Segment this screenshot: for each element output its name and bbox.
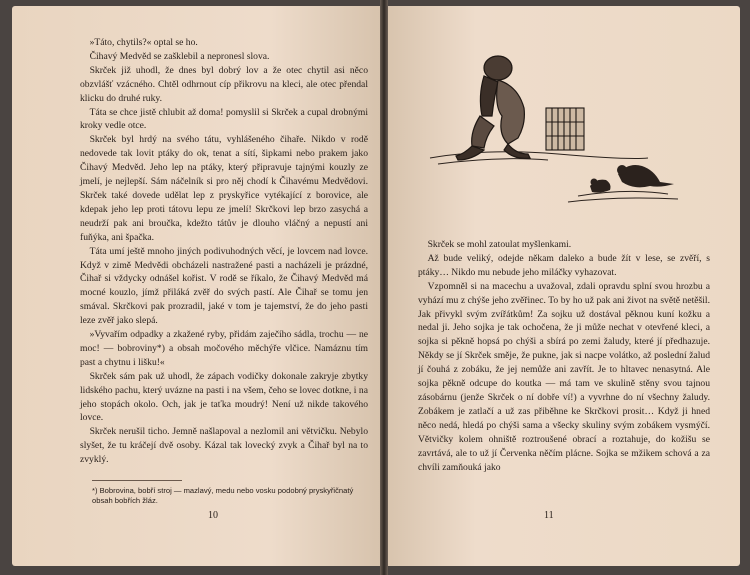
left-body-text [80, 36, 368, 467]
footnote-rule [92, 480, 182, 481]
paragraph: Skrček sám pak už uhodl, že zápach vodičky dokonale zakryje zbytky lidského pachu, který uvázne na pasti i na všem, čeho se lovec dotkne, i na jeho stopách okolo. Och, jak je taťka moudrý! Není už nikde takového lovce. [80, 370, 368, 424]
book-binding [380, 0, 388, 575]
paragraph: »Vyvařím odpadky a zkažené ryby, přidám zaječího sádla, trochu — ne moc! — bobroviny*) a obsah močového měchýře vlčice. Namáznu tím past a chytnu i lišku!« [80, 329, 368, 368]
paragraph: Čihavý Medvěd se zašklebil a nepronesl slova. [89, 50, 270, 62]
left-page [12, 6, 380, 566]
paragraph: »Táto, chytils?« optal se ho. [89, 37, 198, 48]
paragraph: Skrček nerušil ticho. Jemně našlapoval a nezlomil ani větvičku. Nebylo slyšet, že tu kráčejí dvě osoby. Kázal tak lovecký zvyk a Čihař byl na to zvyklý. [80, 426, 368, 466]
paragraph: Skrček byl hrdý na svého tátu, vyhlášeného čihaře. Nikdo v rodě nedovede tak lovit ptáky do ok, tenat a sítí, šipkami nebo prakem jako Čihavý Medvěd. Jeho lep na ptáky, který připravuje tajnými kouzly ze jmelí, je nejlepší. Sám náčelník si pro něj chodí k Čihavému Medvědovi. Skrček také dovede udělat lep z pryskyřice vytékající z borovice, ale kdepak jeho lep proti tátovu lepu ze jmelí! Skrčkovi lep brzo zasychá a neudrží pak ani broučka, kdežto tátův je dlouho vláčný a nepustí ani fuňýka, ani špačka. [80, 134, 368, 243]
footnote: *) Bobrovina, bobří stroj — mazlavý, medu nebo vosku podobný pryskyřičnatý obsah bobřích žláz. [92, 486, 354, 505]
paragraph: Skrček již uhodl, že dnes byl dobrý lov a že otec chytil asi něco obzvlášť vzácného. Chtěl odhrnout cíp přikrovu na kleci, ale otec přendal klicku do druhé ruky. [80, 64, 368, 104]
paragraph: Táta se chce jistě chlubit až doma! pomyslil si Skrček a cupal drobnými kroky vedle otce. [80, 106, 368, 132]
paragraph: Až bude veliký, odejde někam daleko a bude žít v lese, se zvěří, s ptáky… Nikdo mu nebude jeho miláčky vyhazovat. [418, 252, 710, 278]
right-body-text [418, 238, 710, 474]
paragraph: Táta umí ještě mnoho jiných podivuhodných věcí, je lovcem nad lovce. Když v zimě Medvědi obcházeli nastražené pasti a nacházeli je prázdné, Čihař si vždycky odnášel kořist. V rodě se říkalo, že Čihavý Medvěd má mocné kouzlo, jímž přiláká zvěř do svých pastí. Ale Čihař se tomu jen smával. Skrčkovi pak prozradil, jaké v tom je tajemství, že do jeho pasti leze zvěř jako slepá. [80, 245, 368, 327]
right-page [388, 6, 740, 566]
paragraph: Vzpomněl si na macechu a uvažoval, zdali opravdu splní svou hrozbu a vyhází mu z chýše jeho zvěřinec. To by ho už pak ani život na světě netěšil. Jak přivykl svým zvířátkům! Za sojku už dostával pěknou kuní kožku a nedal ji. Jeho sojka je tak ochočena, že ji může nechat v otevřené kleci, a sojka si pěkně hopsá po chýši a sbírá po zemi žaludy, které jí předhazuje. Někdy se jí Skrček směje, že pukne, jak si nacpe volátko, až poslední žalud jí čouhá z zobáku, že jej nemůže ani zavřít. Je to hltavec nenasytná. Ale sojka pěkně odcupe do koutka — má tam ve skulině stěny svou tajnou zásobárnu (jenže Skrček o ní dobře ví!) a vyvrhne do ní všechny žaludy. Zobákem je zatlačí a už zas přiběhne ke Skrčkovi prosit… Když ji hned něco nedá, hledá po chýši sama a všecky skuliny svým zobákem vysmýčí. Větvičky kolem ohniště roztroušené obrací a roztahuje, do kožišu se zavrtává, ale to už jí Červenka něčím plácne. Sojka se mžikem schová a za chvíli zamňouká jako [418, 280, 710, 473]
page-number: 10 [208, 510, 218, 521]
paragraph: Skrček se mohl zatoulat myšlenkami. [427, 239, 572, 250]
page-number: 11 [544, 510, 554, 521]
boy-with-birdcage-illustration [428, 46, 713, 211]
